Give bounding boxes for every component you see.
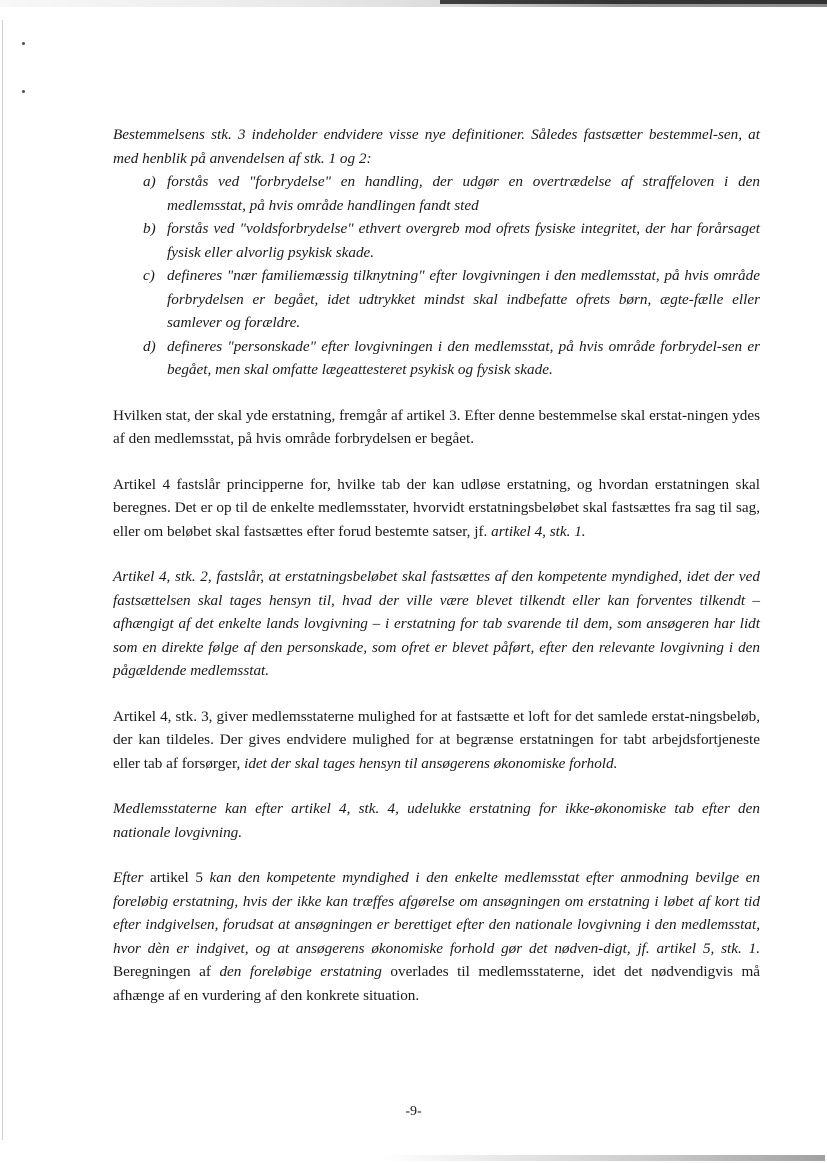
paragraph-artikel-4-stk-4: Medlemsstaterne kan efter artikel 4, stk. 4, udelukke erstatning for ikke-økonomiske tab efter den nationale lovgivning. [113,800,760,841]
list-marker: b) [143,220,156,237]
scan-edge-left [2,20,3,1140]
paragraph-artikel-4 [113,473,760,544]
definition-text: defineres "nær familiemæssig tilknytning" efter lovgivningen i den medlemsstat, på hvis område forbrydelsen er begået, idet udtrykket mindst skal indbefatte ofrets børn, ægte-fælle eller samlever og forældre. [167,267,760,331]
list-marker: c) [143,267,155,284]
page-number: -9- [405,1104,422,1119]
definition-item [113,264,760,335]
definition-item [113,217,760,264]
definition-text: forstås ved "voldsforbrydelse" ethvert overgreb mod ofrets fysiske integritet, der har forårsaget fysisk eller alvorlig psykisk skade. [167,220,760,261]
intro-paragraph: Bestemmelsens stk. 3 indeholder endvidere visse nye definitioner. Således fastsætter bestemmel-sen, at med henblik på anvendelsen af stk. 1 og 2: [113,126,760,167]
document-body [113,123,760,1007]
spacer [113,543,760,565]
paragraph-text: overlades til medlemsstaterne, idet det nødvendigvis må afhænge af en vurdering af den konkrete situation. [113,963,760,1004]
paragraph-artikel-4-stk-2: Artikel 4, stk. 2, fastslår, at erstatningsbeløbet skal fastsættes af den kompetente myndighed, idet der ved fastsættelsen skal tages hensyn til, hvad der ville være blevet tilkendt eller kan forventes tilkendt – afhængigt af det enkelte lands lovgivning – i erstatning for tab svarende til dem, som ansøgeren har lidt som en direkte følge af den personskade, som ofret er blevet påført, efter den relevante lovgivning i den pågældende medlemsstat. [113,568,760,679]
list-marker: d) [143,337,156,355]
paragraph-text: artikel 5 [149,869,203,886]
paragraph-artikel-5 [113,866,760,1007]
article-reference: artikel 4, stk. 1. [491,522,586,540]
paragraph-italic-text: kan den kompetente myndighed i den enkelte medlemsstat efter anmodning bevilge en foreløbig erstatning, hvis der ikke kan træffes afgørelse om ansøgningen om erstatning i løbet af kort tid efter indgivelsen, forudsat at ansøgningen er berettiget efter den nationale lovgivning i den medlemsstat, hvor dèn er indgivet, og at ansøgerens økonomiske forhold gør det nødven-digt, jf. artikel 5, stk. 1. [113,869,761,957]
scan-speck [22,90,25,93]
paragraph-italic-text: Efter [113,869,144,886]
spacer [113,451,760,473]
list-marker: a) [143,173,156,190]
paragraph-artikel-3: Hvilken stat, der skal yde erstatning, fremgår af artikel 3. Efter denne bestemmelse skal erstat-ningen ydes af den medlemsstat, på hvis område forbrydelsen er begået. [113,406,760,447]
scan-speck [22,42,25,45]
definition-text: forstås ved "forbrydelse" en handling, der udgør en overtrædelse af straffeloven i den medlemsstat, på hvis område handlingen fandt sted [167,173,760,214]
definition-text: defineres "personskade" efter lovgivningen i den medlemsstat, på hvis område forbrydel-sen er begået, men skal omfatte lægeattesteret psykisk og fysisk skade. [167,337,760,378]
scan-bar-top [440,0,827,4]
spacer [113,775,760,797]
spacer [113,844,760,866]
paragraph-italic-text: idet der skal tages hensyn til ansøgerens økonomiske forhold. [244,754,618,772]
paragraph-text: Beregningen af [113,963,211,980]
paragraph-italic-text: den foreløbige erstatning [219,963,382,980]
definition-item [113,170,760,217]
paragraph-artikel-4-stk-3 [113,705,760,776]
scan-edge-bottom [380,1155,825,1161]
paragraph-text: Artikel 4 fastslår principperne for, hvilke tab der kan udløse erstatning, og hvordan erstatningen skal beregnes. Det er op til de enkelte medlemsstater, hvorvidt erstatningsbeløbet skal fastsættes fra sag til sag, eller om beløbet skal fastsættes efter forud bestemte satser, jf. [113,475,760,540]
spacer [113,382,760,404]
definition-item [113,335,760,382]
paragraph-text: Artikel 4, stk. 3, giver medlemsstaterne mulighed for at fastsætte et loft for det samlede erstat-ningsbeløb, der kan tildeles. Der gives endvidere mulighed for at begrænse erstatningen for tabt arbejdsfortjeneste eller tab af forsørger, [113,707,760,772]
spacer [113,683,760,705]
definitions-list [113,170,760,382]
